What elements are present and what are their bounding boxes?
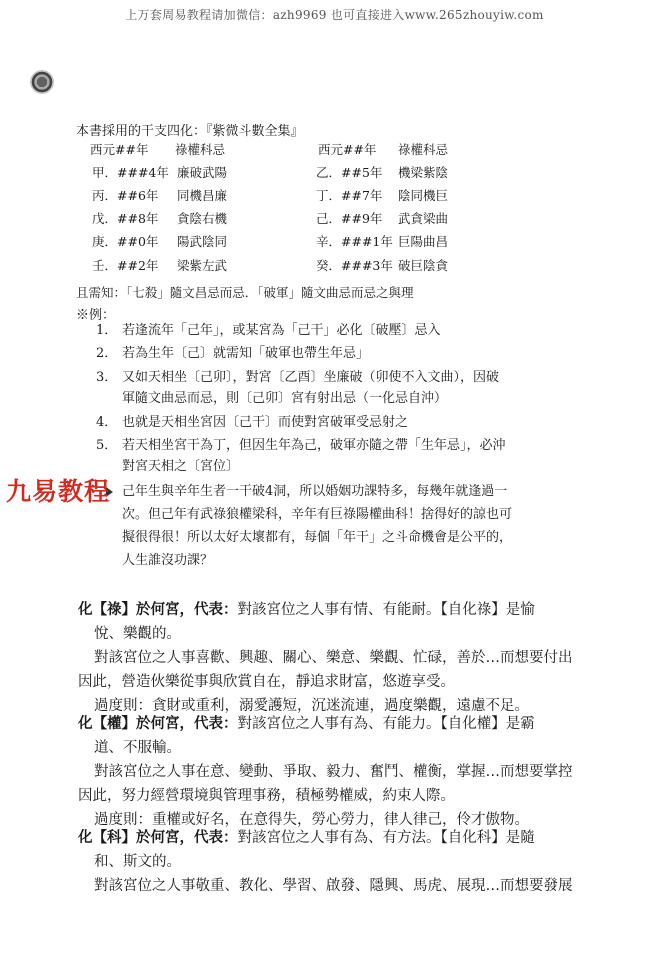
section-line: 悅、樂觀的。 [94, 626, 181, 642]
table-cell: 陰同機巨 [398, 188, 449, 203]
table-cell: 陽武陰同 [177, 234, 228, 249]
section-heading-line [78, 712, 535, 736]
section-line: 過度則：重權或好名，在意得失，勞心勞力，律人律己，伶才傲物。 [94, 812, 529, 828]
table-header-hua-1: 祿權科忌 [175, 142, 226, 157]
example-item [96, 321, 616, 341]
table-header-year-1: 西元##年 [90, 142, 149, 157]
section-heading-rest: 對該宮位之人事有為、有能力。【自化權】是霸 [237, 716, 535, 732]
section-line: 因此，努力經營環境與管理事務，積極勢權威，約束人際。 [78, 788, 455, 804]
example-number: 3． [96, 370, 118, 385]
example-number: 1． [96, 323, 118, 338]
intro-line: 本書採用的干支四化：『紫微斗數全集』 [76, 124, 304, 139]
section-title: 化【祿】於何宮，代表： [78, 602, 238, 618]
table-cell: 癸．###3年 [316, 258, 393, 273]
table-cell: 乙．##5年 [316, 165, 383, 180]
table-row [0, 163, 669, 181]
table-cell: 丙．##6年 [92, 188, 159, 203]
note-line: 且需知：「七殺」隨文昌忌而忌．「破軍」隨文曲忌而忌之與理 [76, 285, 414, 300]
section-line: 道、不服輸。 [94, 740, 181, 756]
example-text: 對宮天相之〔宮位〕 [122, 459, 240, 474]
paragraph-line: 次。但己年有武祿狼權梁科，辛年有巨祿陽權曲科！捨得好的諒也可 [122, 507, 513, 522]
paragraph-line: 人生誰沒功課？ [122, 553, 214, 568]
section-line: 對該宮位之人事喜歡、興趣、關心、樂意、樂觀、忙碌，善於…而想要付出 [94, 650, 573, 666]
example-text: 若天相坐宮干為丁，但因生年為己，破軍亦隨之帶「生年忌」，必沖 [122, 438, 506, 453]
section-title: 化【科】於何宮，代表： [78, 830, 238, 846]
table-cell: 壬．##2年 [92, 258, 159, 273]
section-line: 和、斯文的。 [94, 854, 181, 870]
table-cell: 廉破武陽 [177, 165, 228, 180]
section-heading-line [78, 826, 535, 850]
example-number: 5． [96, 438, 118, 453]
table-cell: 辛．###1年 [316, 234, 393, 249]
table-row [0, 209, 669, 227]
table-header-row [0, 140, 669, 158]
section-hua-lu [78, 598, 658, 718]
example-number: 4． [96, 415, 118, 430]
section-line: 過度則：貪財或重利，溺愛護短，沉迷流連，過度樂觀，遠慮不足。 [94, 698, 529, 714]
scan-corner-mark [30, 70, 54, 94]
table-cell: 己．##9年 [316, 211, 383, 226]
examples-label: ※例： [76, 308, 116, 323]
example-item [96, 368, 636, 410]
table-row [0, 232, 669, 250]
page-header-watermark-text: 上万套周易教程请加微信：azh9969 也可直接进入www.265zhouyiw.com [125, 8, 544, 22]
example-item [96, 344, 616, 364]
table-cell: 武貪梁曲 [398, 211, 449, 226]
table-row [0, 256, 669, 274]
section-title: 化【權】於何宮，代表： [78, 716, 238, 732]
section-hua-quan [78, 712, 658, 832]
table-cell: 梁紫左武 [177, 258, 228, 273]
section-line: 對該宮位之人事在意、變動、爭取、毅力、奮鬥、權衡，掌握…而想要掌控 [94, 764, 573, 780]
example-item [96, 436, 636, 478]
table-cell: 巨陽曲昌 [398, 234, 449, 249]
site-watermark-logo: 九易教程 [6, 477, 111, 506]
example-item [96, 413, 616, 433]
section-heading-line [78, 598, 535, 622]
paragraph-line: 擬很得很！所以太好太壞都有，每個「年干」之斗命機會是公平的， [122, 530, 513, 545]
example-number: 2． [96, 346, 118, 361]
table-cell: 甲．###4年 [92, 165, 169, 180]
example-text: 也就是天相坐宮因〔己干〕而使對宮破軍受忌射之 [122, 415, 409, 430]
example-text: 軍隨文曲忌而忌，則〔己卯〕宮有射出忌（一化忌自沖） [122, 391, 448, 406]
section-hua-ke [78, 826, 658, 906]
table-cell: 同機昌廉 [177, 188, 228, 203]
table-cell: 破巨陰貪 [398, 258, 449, 273]
table-cell: 貪陰右機 [177, 211, 228, 226]
table-cell: 庚．##0年 [92, 234, 159, 249]
example-text: 又如天相坐〔己卯〕，對宮〔乙酉〕坐廉破（卯使不入文曲），因破 [122, 370, 500, 385]
table-header-year-2: 西元##年 [318, 142, 377, 157]
table-header-hua-2: 祿權科忌 [398, 142, 449, 157]
table-cell: 戊．##8年 [92, 211, 159, 226]
table-row [0, 186, 669, 204]
table-cell: 丁．##7年 [316, 188, 383, 203]
section-line: 因此，營造伙樂從事與欣賞自在，靜追求財富，悠遊享受。 [78, 674, 455, 690]
section-heading-rest: 對該宮位之人事有為、有方法。【自化科】是隨 [237, 830, 535, 846]
paragraph-line: 己年生與辛年生者一干破4洞，所以婚姻功課特多，每幾年就逢過一 [122, 484, 508, 499]
table-cell: 機梁紫陰 [398, 165, 449, 180]
example-text: 若為生年〔己〕就需知「破軍也帶生年忌」 [122, 346, 370, 361]
example-text: 若逢流年「己年」，或某宮為「己干」必化〔破壓〕忌入 [122, 323, 441, 338]
section-heading-rest: 對該宮位之人事有情、有能耐。【自化祿】是愉 [237, 602, 535, 618]
section-line: 對該宮位之人事敬重、教化、學習、啟發、隱興、馬虎、展現…而想要發展 [94, 878, 573, 894]
